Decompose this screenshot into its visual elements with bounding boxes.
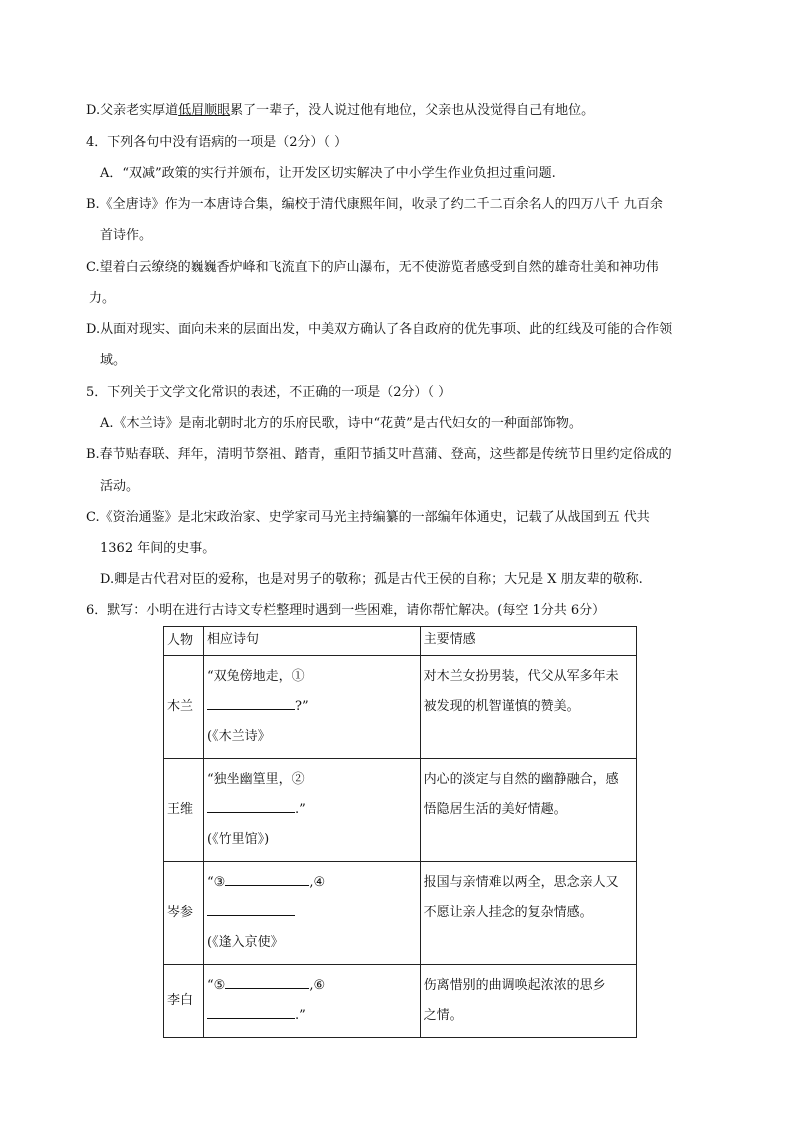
poem-line: “独坐幽篁里，② — [207, 772, 305, 787]
q6-stem: 6．默写：小明在进行古诗文专栏整理时遇到一些困难，请你帮忙解决。(每空 1分共 6分） — [86, 603, 606, 618]
q4-option-c-line2: 力。 — [89, 291, 116, 306]
q3-option-d — [86, 102, 594, 120]
poem-line — [207, 868, 417, 898]
q5-option-a: A.《木兰诗》是南北朝时北方的乐府民歌，诗中“花黄”是古代妇女的一种面部饰物。 — [100, 416, 582, 431]
fill-blank-4[interactable] — [207, 901, 295, 916]
emotion-line: 之情。 — [423, 1008, 463, 1023]
poem-suffix: .” — [295, 1008, 306, 1023]
poem-source: (《竹里馆》) — [207, 832, 270, 847]
q4-option-d-line2: 域。 — [100, 353, 127, 368]
poem-cell — [204, 862, 421, 965]
poem-cell — [204, 965, 421, 1038]
fill-blank-6[interactable] — [207, 1004, 295, 1019]
header-emotion: 主要情感 — [420, 627, 636, 656]
q5-option-c-line2: 1362 年间的史事。 — [100, 541, 216, 556]
emotion-cell — [420, 965, 636, 1038]
emotion-cell — [420, 862, 636, 965]
poem-cell — [204, 759, 421, 862]
q5-stem: 5．下列关于文学文化常识的表述，不正确的一项是（2分）（ ） — [86, 385, 452, 400]
emotion-line: 伤离惜别的曲调唤起浓浓的思乡 — [423, 978, 606, 993]
poem-line: “双兔傍地走，① — [207, 669, 305, 684]
table-row — [164, 862, 637, 965]
q4-option-a: A．“双减”政策的实行并颁布，让开发区切实解决了中小学生作业负担过重问题. — [100, 166, 556, 181]
fill-blank-5[interactable] — [225, 974, 309, 989]
poem-source: (《逢入京使》 — [207, 935, 284, 950]
q3-d-underlined: 低眉顺眼 — [178, 103, 231, 118]
table-row — [164, 965, 637, 1038]
poem-cell — [204, 656, 421, 759]
q3-d-after: 累了一辈子，没人说过他有地位，父亲也从没觉得自己有地位。 — [230, 103, 595, 118]
q5-option-c-line1: C.《资治通鉴》是北宋政治家、史学家司马光主持编纂的一部编年体通史，记载了从战国到五 代共 — [86, 510, 650, 525]
emotion-line: 被发现的机智谨慎的赞美。 — [423, 699, 580, 714]
emotion-line: 内心的淡定与自然的幽静融合，感 — [423, 772, 619, 787]
table-header-row — [164, 627, 637, 656]
q4-option-b-line1: B.《全唐诗》作为一本唐诗合集，编校于清代康熙年间，收录了约二千二百余名人的四万八千 九百余 — [86, 197, 663, 212]
q4-stem: 4．下列各句中没有语病的一项是（2分）（ ） — [86, 135, 348, 150]
table-row — [164, 656, 637, 759]
q5-option-b-line2: 活动。 — [100, 479, 140, 494]
fill-blank-1[interactable] — [207, 695, 295, 710]
fill-blank-3[interactable] — [225, 871, 309, 886]
q4-option-c-line1: C.望着白云缭绕的巍巍香炉峰和飞流直下的庐山瀑布，无不使游览者感受到自然的雄奇壮美和神功伟 — [86, 260, 659, 275]
poem-table — [163, 626, 637, 1038]
poem-mid: ,⑥ — [309, 978, 326, 993]
poem-prefix: “③ — [207, 875, 226, 890]
poem-suffix: .” — [295, 802, 306, 817]
fill-blank-2[interactable] — [207, 798, 295, 813]
person-cell: 李白 — [164, 965, 204, 1038]
emotion-cell — [420, 759, 636, 862]
q4-option-d-line1: D.从面对现实、面向未来的层面出发，中美双方确认了各自政府的优先事项、此的红线及可能的合作领 — [86, 322, 673, 337]
q4-option-b-line2: 首诗作。 — [100, 228, 153, 243]
emotion-line: 悟隐居生活的美好情趣。 — [423, 802, 567, 817]
emotion-cell — [420, 656, 636, 759]
poem-line — [207, 795, 417, 825]
poem-line — [207, 898, 417, 928]
table-row — [164, 759, 637, 862]
emotion-line: 对木兰女扮男装，代父从军多年未 — [423, 669, 619, 684]
poem-line — [207, 971, 417, 1001]
person-cell: 木兰 — [164, 656, 204, 759]
header-poem-line: 相应诗句 — [204, 627, 421, 656]
poem-line — [207, 692, 417, 722]
poem-source: (《木兰诗》 — [207, 729, 271, 744]
q5-option-b-line1: B.春节贴春联、拜年，清明节祭祖、踏青，重阳节插艾叶菖蒲、登高，这些都是传统节日里约定俗成的 — [86, 447, 672, 462]
poem-prefix: “⑤ — [207, 978, 226, 993]
emotion-line: 报国与亲情难以两全，思念亲人又 — [423, 875, 619, 890]
person-cell: 岑参 — [164, 862, 204, 965]
header-person: 人物 — [164, 627, 204, 656]
q3-d-before: D.父亲老实厚道 — [86, 103, 179, 118]
person-cell: 王维 — [164, 759, 204, 862]
poem-suffix: ?” — [295, 699, 309, 714]
emotion-line: 不愿让亲人挂念的复杂情感。 — [423, 905, 593, 920]
poem-mid: ,④ — [309, 875, 326, 890]
q5-option-d: D.卿是古代君对臣的爱称，也是对男子的敬称；孤是古代王侯的自称；大兄是 X 朋友辈的敬称. — [100, 572, 643, 587]
poem-line — [207, 1001, 417, 1031]
